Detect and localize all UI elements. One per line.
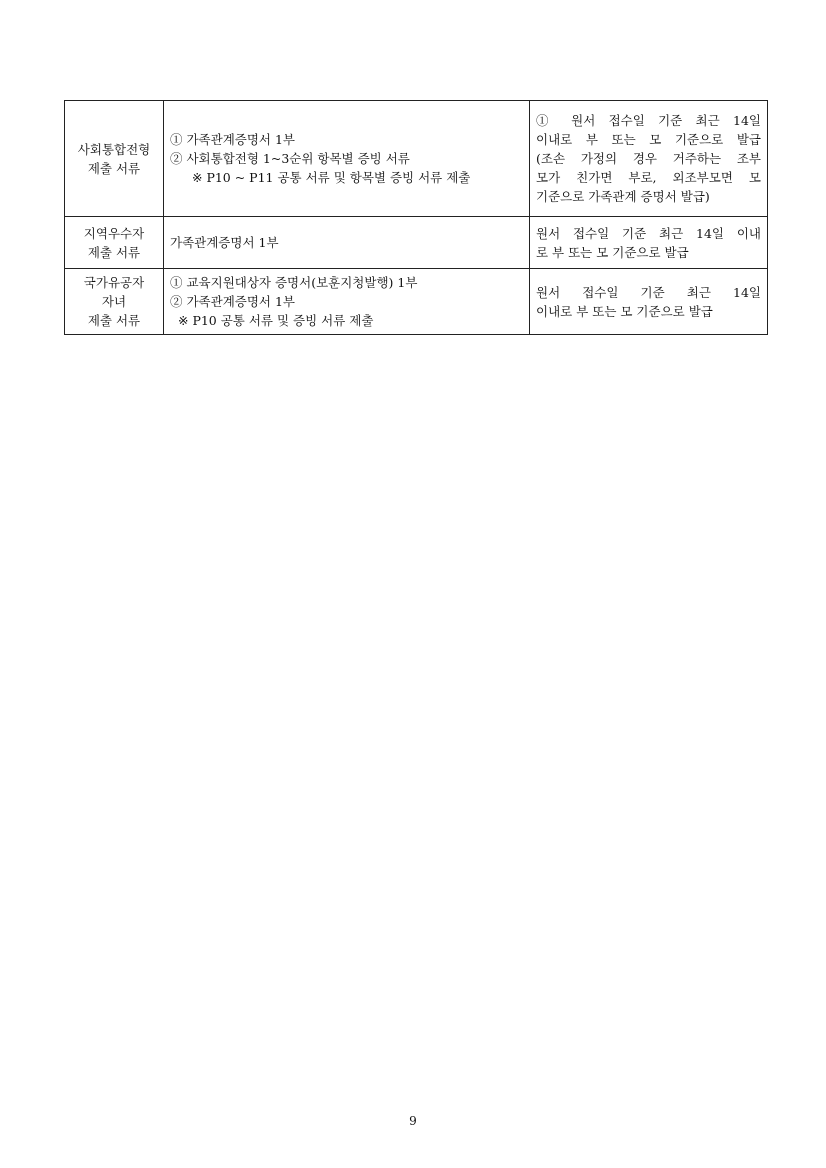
page-number: 9: [409, 1114, 417, 1128]
row-label-line: 국가유공자: [83, 275, 145, 290]
document-item: ① 가족관계증명서 1부: [170, 132, 296, 147]
document-item: ① 교육지원대상자 증명서(보훈지청발행) 1부: [170, 275, 418, 290]
note-line: 원서 접수일 기준 최근 14일 이내: [536, 225, 761, 241]
row-label-line: 사회통합전형: [77, 141, 151, 157]
document-note: ※ P10 공통 서류 및 증빙 서류 제출: [178, 313, 374, 328]
row-label-line: 제출 서류: [87, 244, 141, 260]
table-row-social-integration: [65, 101, 768, 217]
required-documents-cell: [164, 101, 530, 217]
row-label: [65, 217, 164, 269]
row-label-line: 제출 서류: [87, 313, 141, 328]
row-label-line: 자녀: [101, 294, 127, 309]
document-item: ② 가족관계증명서 1부: [170, 294, 296, 309]
document-note: ※ P10 ~ P11 공통 서류 및 항목별 증빙 서류 제출: [192, 170, 471, 185]
issuance-note-cell: [530, 217, 768, 269]
table-row-regional-excellence: [65, 217, 768, 269]
note-line: 기준으로 가족관계 증명서 발급): [536, 189, 710, 204]
required-documents-cell: [164, 217, 530, 269]
row-label: [65, 269, 164, 335]
row-label-line: 제출 서류: [87, 160, 141, 176]
table-row-national-merit: [65, 269, 768, 335]
note-line: 원서 접수일 기준 최근 14일: [536, 284, 761, 300]
note-line: 모가 친가면 부로, 외조부모면 모: [536, 170, 761, 185]
issuance-note-cell: [530, 101, 768, 217]
required-documents-cell: [164, 269, 530, 335]
document-item: 가족관계증명서 1부: [170, 235, 279, 250]
row-label-line: 지역우수자: [83, 225, 145, 241]
note-line: 이내로 부 또는 모 기준으로 발급: [536, 132, 761, 147]
document-item: ② 사회통합전형 1~3순위 항목별 증빙 서류: [170, 151, 410, 166]
note-line: 로 부 또는 모 기준으로 발급: [536, 244, 689, 260]
note-line: 이내로 부 또는 모 기준으로 발급: [536, 303, 713, 319]
documents-table: [64, 100, 768, 335]
issuance-note-cell: [530, 269, 768, 335]
note-line: ① 원서 접수일 기준 최근 14일: [536, 113, 761, 128]
note-line: (조손 가정의 경우 거주하는 조부: [536, 151, 761, 166]
row-label: [65, 101, 164, 217]
